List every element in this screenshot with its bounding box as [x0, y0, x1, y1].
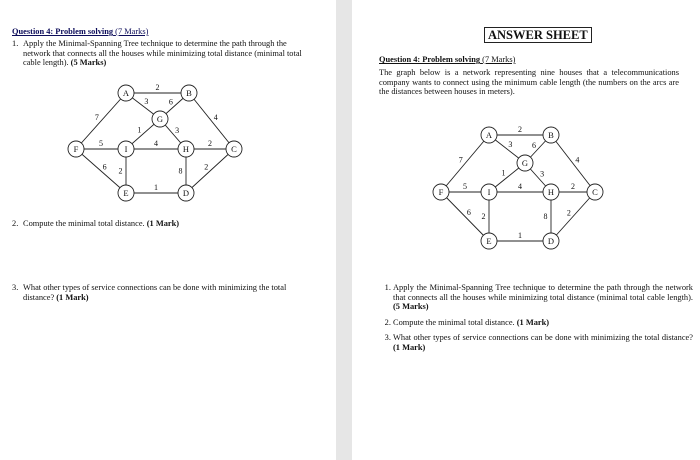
node-d [543, 233, 559, 249]
edge-weight-label: 2 [566, 208, 571, 218]
question-list [379, 283, 693, 359]
node-d [178, 185, 194, 201]
item-number: 1. [12, 39, 19, 48]
edge-d-c [551, 192, 595, 241]
edge-weight-label: 6 [168, 97, 173, 107]
node-label: I [487, 187, 491, 197]
edge-weight-label: 2 [204, 162, 209, 172]
edge-weight-label: 6 [102, 162, 107, 172]
node-c [587, 184, 603, 200]
node-h [543, 184, 559, 200]
question-item-2: 2. Compute the minimal total distance. (1 Mark) [393, 318, 693, 328]
node-label: B [186, 88, 192, 98]
edge-weight-label: 8 [543, 212, 548, 221]
question-title: Question 4: Problem solving (7 Marks) [379, 55, 516, 64]
edge-weight-label: 4 [154, 139, 158, 148]
node-label: I [124, 144, 128, 154]
node-i [118, 141, 134, 157]
node-e [118, 185, 134, 201]
edge-d-c [186, 149, 234, 193]
edge-weight-label: 2 [208, 139, 212, 148]
node-label: D [182, 188, 190, 198]
node-c [226, 141, 242, 157]
question-item-3: 3. What other types of service connections can be done with minimizing the total distance? (1 Mark) [393, 333, 693, 352]
question-item-2: 2. Compute the minimal total distance. (1 Mark) [12, 219, 180, 228]
edge-weight-label: 2 [481, 212, 486, 221]
edge-weight-label: 3 [144, 97, 149, 107]
node-e [481, 233, 497, 249]
edge-weight-label: 7 [94, 112, 99, 122]
edge-weight-label: 1 [137, 125, 142, 135]
node-label: H [182, 144, 190, 154]
question-page [0, 0, 336, 460]
node-label: C [231, 144, 237, 154]
node-label: F [73, 144, 79, 154]
node-h [178, 141, 194, 157]
page-gutter [336, 0, 352, 460]
edge-weight-label: 2 [571, 182, 575, 191]
edge-weight-label: 1 [154, 183, 158, 192]
answer-sheet-heading: ANSWER SHEET [484, 27, 592, 43]
edge-weight-label: 1 [501, 168, 506, 178]
edge-weight-label: 5 [463, 182, 467, 191]
edge-weight-label: 2 [518, 125, 522, 134]
node-label: F [438, 187, 444, 197]
network-graph [60, 82, 250, 207]
edge-weight-label: 3 [508, 140, 513, 150]
node-label: E [486, 236, 492, 246]
node-b [543, 127, 559, 143]
node-label: D [547, 236, 555, 246]
node-label: A [122, 88, 130, 98]
edge-weight-label: 7 [458, 155, 463, 165]
node-g [152, 111, 168, 127]
edge-weight-label: 4 [575, 155, 580, 165]
question-item-1: 1. Apply the Minimal-Spanning Tree technique to determine the path through the network that connects all the houses while minimizing total distance (minimal total cable length). (5 Marks) [393, 283, 693, 312]
node-g [517, 155, 533, 171]
node-label: C [592, 187, 598, 197]
node-i [481, 184, 497, 200]
node-label: E [123, 188, 129, 198]
node-label: G [156, 114, 164, 124]
node-label: B [548, 130, 554, 140]
node-f [68, 141, 84, 157]
intro-paragraph: The graph below is a network representing nine houses that a telecommunications company wants to connect using the minimum cable length (the numbers on the arcs are the distances between houses in meters). [379, 68, 679, 97]
network-graph [427, 123, 607, 253]
answer-sheet-page [352, 0, 700, 460]
item-text: Apply the Minimal-Spanning Tree technique to determine the path through the network that connects all the houses while minimizing total distance (minimal total cable length). (5 Marks) [23, 39, 302, 68]
edge-weight-label: 1 [518, 231, 522, 240]
node-a [481, 127, 497, 143]
edge-weight-label: 3 [540, 169, 545, 179]
question-item-3: 3. What other types of service connections can be done with minimizing the total distance? (1 Mark) [12, 283, 287, 302]
node-f [433, 184, 449, 200]
edge-weight-label: 8 [178, 166, 183, 176]
edge-weight-label: 4 [518, 182, 522, 191]
question-item-1 [12, 39, 312, 68]
node-label: G [521, 158, 529, 168]
edge-weight-label: 3 [175, 125, 180, 135]
node-label: A [485, 130, 493, 140]
edge-weight-label: 6 [531, 140, 536, 150]
question-title: Question 4: Problem solving (7 Marks) [12, 27, 149, 36]
node-b [181, 85, 197, 101]
edge-weight-label: 4 [213, 113, 218, 123]
node-a [118, 85, 134, 101]
edge-weight-label: 5 [99, 139, 103, 148]
node-label: H [547, 187, 555, 197]
edge-weight-label: 2 [118, 166, 123, 176]
edge-weight-label: 6 [466, 208, 471, 218]
edge-weight-label: 2 [155, 83, 160, 92]
